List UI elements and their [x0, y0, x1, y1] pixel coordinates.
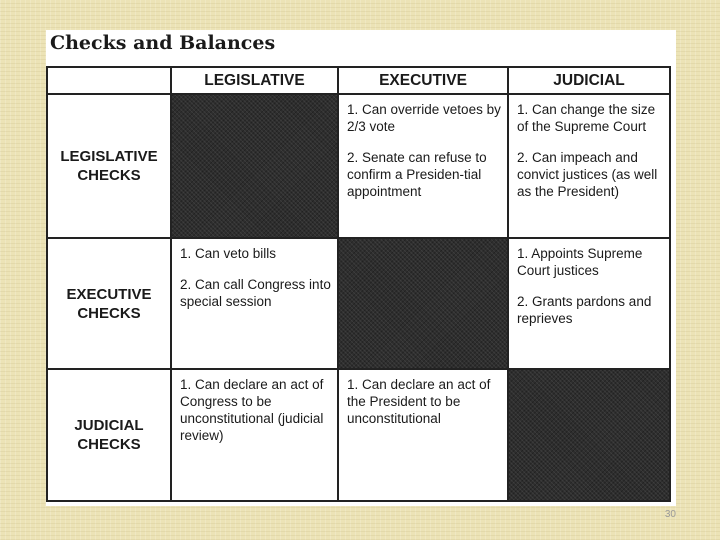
- row-header-judicial-checks: JUDICIAL CHECKS: [48, 370, 172, 500]
- cell-executive-checks-legislative: [172, 239, 339, 370]
- document-title: Checks and Balances: [50, 32, 276, 54]
- corner-cell: [48, 68, 172, 95]
- page-number: 30: [664, 509, 676, 520]
- check-item: 1. Can change the size of the Supreme Court: [517, 102, 656, 134]
- check-item: 1. Can override vetoes by 2/3 vote: [347, 102, 501, 134]
- checks-table: [46, 66, 671, 502]
- shaded-cell-executive-executive: [339, 239, 509, 370]
- row-header-executive-checks: EXECUTIVE CHECKS: [48, 239, 172, 370]
- check-item: 2. Can call Congress into special session: [180, 277, 331, 309]
- column-header-judicial: JUDICIAL: [509, 68, 669, 95]
- column-header-legislative: LEGISLATIVE: [172, 68, 339, 95]
- check-item: 2. Can impeach and convict justices (as well as the President): [517, 150, 658, 199]
- check-item: 1. Can declare an act of Congress to be unconstitutional (judicial review): [180, 377, 324, 443]
- check-item: 1. Appoints Supreme Court justices: [517, 246, 643, 278]
- cell-judicial-checks-legislative: [172, 370, 339, 500]
- check-item: 2. Senate can refuse to confirm a Presiden-tial appointment: [347, 150, 487, 199]
- cell-legislative-checks-executive: [339, 95, 509, 239]
- cell-legislative-checks-judicial: [509, 95, 669, 239]
- check-item: 1. Can declare an act of the President to be unconstitutional: [347, 377, 491, 426]
- column-header-executive: EXECUTIVE: [339, 68, 509, 95]
- shaded-cell-legislative-legislative: [172, 95, 339, 239]
- cell-judicial-checks-executive: [339, 370, 509, 500]
- row-header-legislative-checks: LEGISLATIVE CHECKS: [48, 95, 172, 239]
- check-item: 2. Grants pardons and reprieves: [517, 294, 652, 326]
- check-item: 1. Can veto bills: [180, 246, 277, 261]
- shaded-cell-judicial-judicial: [509, 370, 669, 500]
- checks-and-balances-document: [46, 30, 676, 506]
- cell-executive-checks-judicial: [509, 239, 669, 370]
